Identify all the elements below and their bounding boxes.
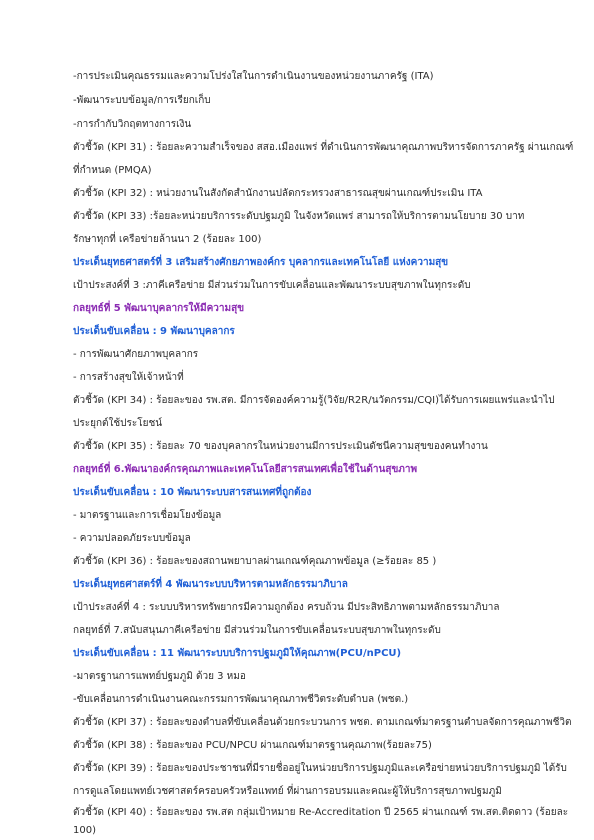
strategy-heading: กลยุทธ์ที่ 6.พัฒนาองค์กรคุณภาพและเทคโนโลยีสารสนเทศเพื่อใช้ในด้านสุขภาพ — [73, 464, 418, 475]
driving-issue-heading: ประเด็นขับเคลื่อน : 9 พัฒนาบุคลากร — [73, 326, 235, 337]
text-line: ตัวชี้วัด (KPI 32) : หน่วยงานในสังกัดสำนักงานปลัดกระทรวงสาธารณสุขผ่านเกณฑ์ประเมิน ITA — [73, 188, 483, 199]
text-line: การดูแลโดยแพทย์เวชศาสตร์ครอบครัวหรือแพทย์ ที่ผ่านการอบรมและคณะผู้ให้บริการสุขภาพปฐมภูมิ — [73, 786, 502, 797]
text-line: ตัวชี้วัด (KPI 37) : ร้อยละของตำบลที่ขับเคลื่อนด้วยกระบวนการ พชต. ตามเกณฑ์มาตรฐานตำบลจัดการคุณภาพชีวิต — [73, 717, 572, 728]
text-line: ตัวชี้วัด (KPI 39) : ร้อยละของประชาชนที่มีรายชื่ออยู่ในหน่วยบริการปฐมภูมิและเครือข่ายหน่วยบริการปฐมภูมิ ได้รับ — [73, 763, 567, 774]
text-line: - ความปลอดภัยระบบข้อมูล — [73, 533, 191, 544]
text-line: ตัวชี้วัด (KPI 35) : ร้อยละ 70 ของบุคลากรในหน่วยงานมีการประเมินดัชนีความสุขของคนทำงาน — [73, 441, 488, 452]
text-line: ตัวชี้วัด (KPI 31) : ร้อยละความสำเร็จของ สสอ.เมืองแพร่ ที่ดำเนินการพัฒนาคุณภาพบริหารจัดการภาครัฐ ผ่านเกณฑ์ — [73, 142, 574, 153]
text-line: ประยุกต์ใช้ประโยชน์ — [73, 418, 163, 429]
strategy-heading: กลยุทธ์ที่ 5 พัฒนาบุคลากรให้มีความสุข — [73, 303, 245, 314]
text-line: - มาตรฐานและการเชื่อมโยงข้อมูล — [73, 510, 222, 521]
text-line: -มาตรฐานการแพทย์ปฐมภูมิ ด้วย 3 หมอ — [73, 671, 246, 682]
text-line: - การสร้างสุขให้เจ้าหน้าที่ — [73, 372, 184, 383]
text-line: -การกำกับวิกฤตทางการเงิน — [73, 119, 192, 130]
strategic-issue-heading: ประเด็นยุทธศาสตร์ที่ 3 เสริมสร้างศักยภาพองค์กร บุคลากรและเทคโนโลยี แห่งความสุข — [73, 257, 449, 268]
text-line: เป้าประสงค์ที่ 4 : ระบบบริหารทรัพยากรมีความถูกต้อง ครบถ้วน มีประสิทธิภาพตามหลักธรรมาภิบาล — [73, 602, 500, 613]
text-line: ตัวชี้วัด (KPI 34) : ร้อยละของ รพ.สต. มีการจัดองค์ความรู้(วิจัย/R2R/นวัตกรรม/CQI)ได้รับการเผยแพร่และนำไป — [73, 395, 555, 406]
text-line: -การประเมินคุณธรรมและความโปร่งใสในการดำเนินงานของหน่วยงานภาครัฐ (ITA) — [73, 71, 434, 82]
text-line: -พัฒนาระบบข้อมูล/การเรียกเก็บ — [73, 95, 211, 106]
text-line: 100) — [73, 825, 96, 836]
text-line: รักษาทุกที่ เครือข่ายล้านนา 2 (ร้อยละ 100) — [73, 234, 262, 245]
text-line: กลยุทธ์ที่ 7.สนับสนุนภาคีเครือข่าย มีส่วนร่วมในการขับเคลื่อนระบบสุขภาพในทุกระดับ — [73, 625, 441, 636]
text-line: -ขับเคลื่อนการดำเนินงานคณะกรรมการพัฒนาคุณภาพชีวิตระดับตำบล (พชต.) — [73, 694, 409, 705]
text-line: ตัวชี้วัด (KPI 40) : ร้อยละของ รพ.สต กลุ่มเป้าหมาย Re-Accreditation ปี 2565 ผ่านเกณฑ์ รพ.สต.ติดดาว (ร้อยละ — [73, 807, 569, 818]
text-line: ตัวชี้วัด (KPI 38) : ร้อยละของ PCU/NPCU ผ่านเกณฑ์มาตรฐานคุณภาพ(ร้อยละ75) — [73, 740, 432, 751]
text-line: เป้าประสงค์ที่ 3 :ภาคีเครือข่าย มีส่วนร่วมในการขับเคลื่อนและพัฒนาระบบสุขภาพในทุกระดับ — [73, 280, 471, 291]
text-line: ตัวชี้วัด (KPI 36) : ร้อยละของสถานพยาบาลผ่านเกณฑ์คุณภาพข้อมูล (≥ร้อยละ 85 ) — [73, 556, 437, 567]
text-line: - การพัฒนาศักยภาพบุคลากร — [73, 349, 199, 360]
driving-issue-heading: ประเด็นขับเคลื่อน : 11 พัฒนาระบบบริการปฐมภูมิให้คุณภาพ(PCU/nPCU) — [73, 648, 402, 659]
text-line: ที่กำหนด (PMQA) — [73, 165, 152, 176]
driving-issue-heading: ประเด็นขับเคลื่อน : 10 พัฒนาระบบสารสนเทศที่ถูกต้อง — [73, 487, 312, 498]
strategic-issue-heading: ประเด็นยุทธศาสตร์ที่ 4 พัฒนาระบบบริหารตามหลักธรรมาภิบาล — [73, 579, 348, 590]
text-line: ตัวชี้วัด (KPI 33) :ร้อยละหน่วยบริการระดับปฐมภูมิ ในจังหวัดแพร่ สามารถให้บริการตามนโยบาย 30 บาท — [73, 211, 525, 222]
